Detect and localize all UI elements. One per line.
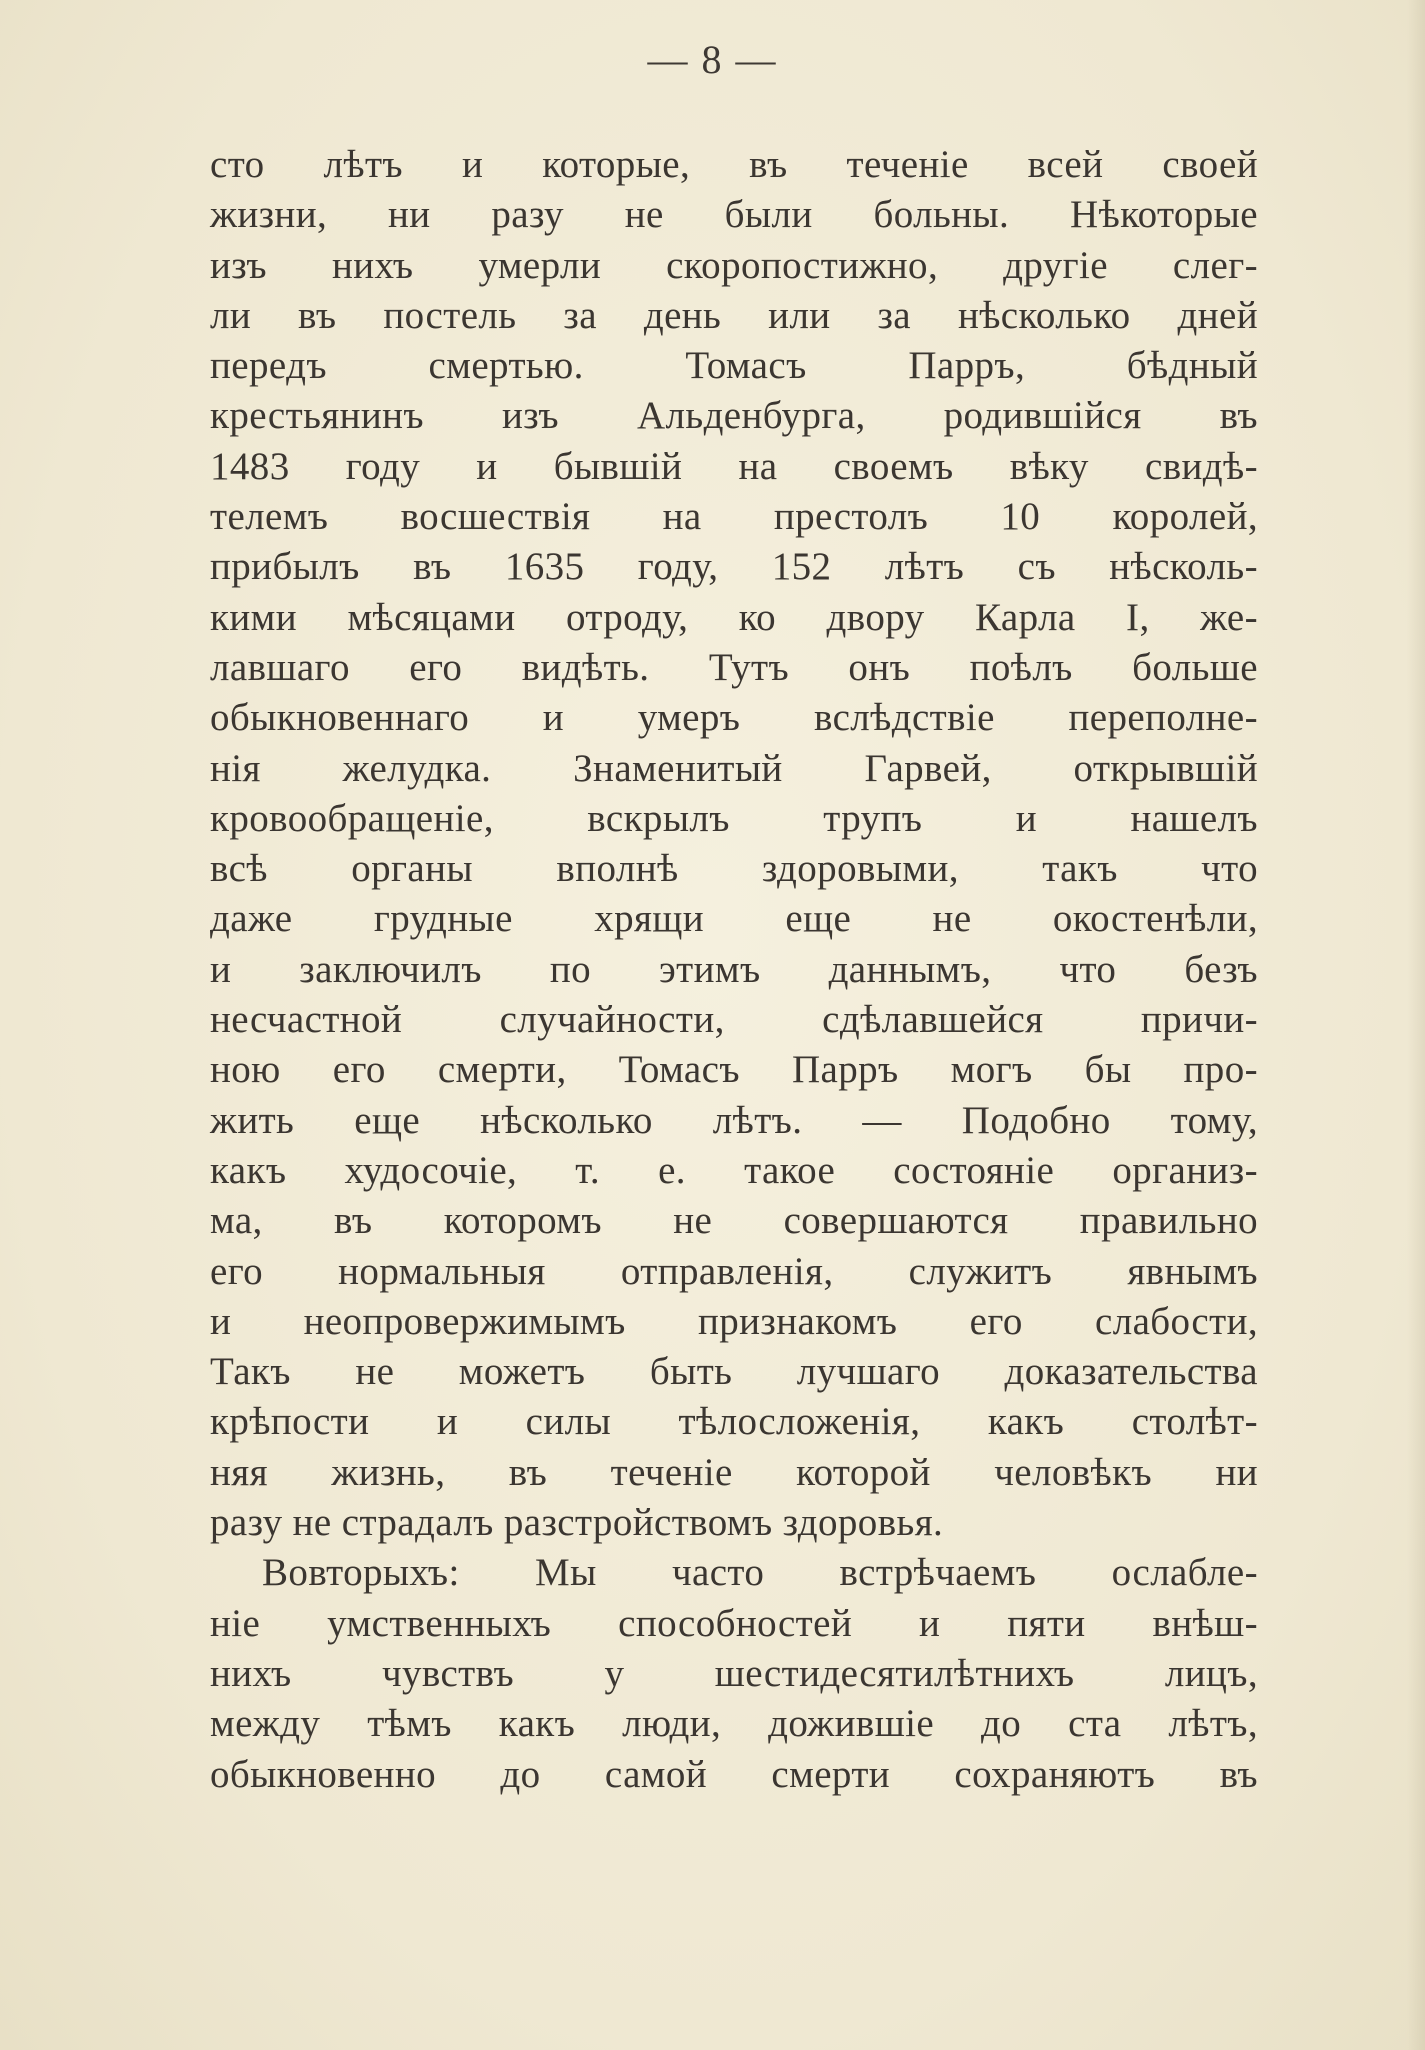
text-line: обыкновенно до самой смерти сохраняютъ въ — [210, 1752, 1258, 1796]
text-line: лавшаго его видѣть. Тутъ онъ поѣлъ больше — [210, 645, 1258, 689]
text-line: ною его смерти, Томасъ Парръ могъ бы про- — [210, 1048, 1258, 1092]
text-line-paragraph-start: Вовторыхъ: Мы часто встрѣчаемъ ослабле- — [262, 1551, 1258, 1595]
text-line: няя жизнь, въ теченіе которой человѣкъ ни — [210, 1450, 1258, 1494]
text-line: разу не страдалъ разстройствомъ здоровья. — [210, 1501, 944, 1545]
text-line: всѣ органы вполнѣ здоровыми, такъ что — [210, 847, 1258, 891]
text-line: жизни, ни разу не были больны. Нѣкоторые — [210, 193, 1258, 237]
text-line: и заключилъ по этимъ даннымъ, что безъ — [210, 947, 1258, 991]
text-line: Такъ не можетъ быть лучшаго доказательства — [210, 1350, 1258, 1394]
text-line: передъ смертью. Томасъ Парръ, бѣдный — [210, 344, 1258, 388]
text-line: жить еще нѣсколько лѣтъ. — Подобно тому, — [210, 1098, 1258, 1142]
text-line: нія желудка. Знаменитый Гарвей, открывшій — [210, 746, 1258, 790]
text-line: даже грудные хрящи еще не окостенѣли, — [210, 897, 1258, 941]
text-line: крѣпости и силы тѣлосложенія, какъ столѣт- — [210, 1400, 1258, 1444]
text-line: 1483 году и бывшій на своемъ вѣку свидѣ- — [210, 444, 1258, 488]
page-number: — 8 — — [647, 37, 778, 82]
text-line: кими мѣсяцами отроду, ко двору Карла I, же- — [210, 595, 1258, 639]
text-line: нихъ чувствъ у шестидесятилѣтнихъ лицъ, — [210, 1651, 1258, 1695]
text-line: ніе умственныхъ способностей и пяти внѣш- — [210, 1601, 1258, 1645]
text-line: прибылъ въ 1635 году, 152 лѣтъ съ нѣсколь- — [210, 545, 1258, 589]
text-line: крестьянинъ изъ Альденбурга, родившійся въ — [210, 394, 1258, 438]
text-line: кровообращеніе, вскрылъ трупъ и нашелъ — [210, 796, 1258, 840]
text-line: несчастной случайности, сдѣлавшейся причи- — [210, 998, 1258, 1042]
text-line: и неопровержимымъ признакомъ его слабости, — [210, 1299, 1258, 1343]
text-line: какъ худосочіе, т. е. такое состояніе организ- — [210, 1148, 1258, 1192]
text-line: сто лѣтъ и которые, въ теченіе всей своей — [210, 143, 1258, 186]
text-line: изъ нихъ умерли скоропостижно, другіе слег- — [210, 243, 1258, 287]
body-text — [210, 140, 1258, 1800]
text-line: телемъ восшествія на престолъ 10 королей, — [210, 495, 1258, 539]
text-line: ма, въ которомъ не совершаются правильно — [210, 1199, 1258, 1243]
text-line: между тѣмъ какъ люди, дожившіе до ста лѣтъ, — [210, 1702, 1258, 1746]
text-line: обыкновеннаго и умеръ вслѣдствіе переполне- — [210, 696, 1258, 740]
text-line: его нормальныя отправленія, служитъ явнымъ — [210, 1249, 1258, 1293]
text-line: ли въ постель за день или за нѣсколько дней — [210, 293, 1258, 337]
page-edge-shadow — [1407, 0, 1425, 2050]
